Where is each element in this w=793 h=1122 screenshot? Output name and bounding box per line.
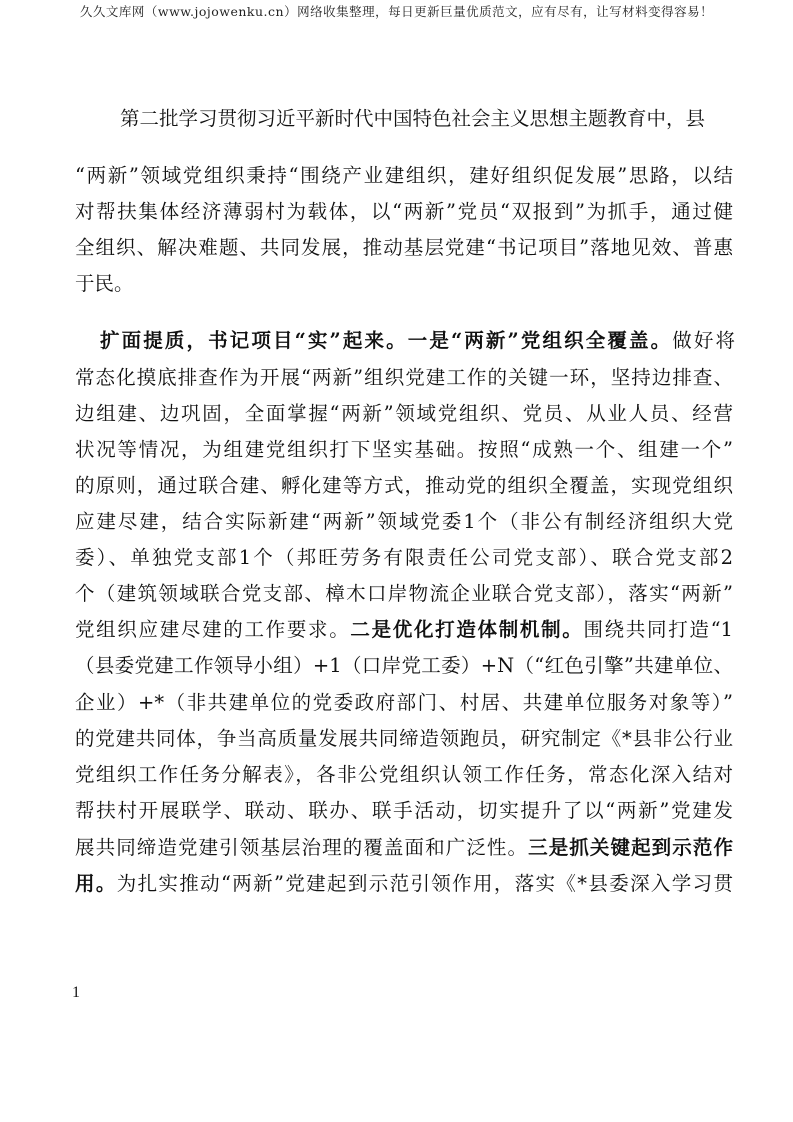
text-line (75, 232, 733, 260)
body-text: 委）、单独党支部1个（邦旺劳务有限责任公司党支部）、联合党支部2 (75, 546, 733, 569)
bold-heading-text: 二是优化打造体制机制。 (350, 618, 584, 641)
text-line (75, 687, 733, 715)
body-text: “两新”领域党组织秉持“围绕产业建组织，建好组织促发展”思路，以结 (75, 164, 733, 187)
body-text: 围绕共同打造“1 (583, 618, 733, 641)
bold-heading-text: 用。 (75, 872, 117, 895)
text-line (75, 723, 733, 751)
text-line (75, 650, 733, 678)
text-line (75, 268, 733, 296)
text-line (75, 542, 733, 570)
text-line (75, 362, 733, 390)
site-header: 久久文库网（www.jojowenku.cn）网络收集整理，每日更新巨量优质范文，应有尽有，让写材料变得容易！ (79, 4, 714, 19)
body-text: 边组建、边巩固，全面掌握“两新”领域党组织、党员、从业人员、经营 (75, 402, 733, 425)
body-text: 第二批学习贯彻习近平新时代中国特色社会主义思想主题教育中，县 (120, 107, 706, 130)
body-text: 对帮扶集体经济薄弱村为载体，以“两新”党员“双报到”为抓手，通过健 (75, 200, 733, 223)
text-line (100, 325, 735, 353)
body-text: 常态化摸底排查作为开展“两新”组织党建工作的关键一环，坚持边排查、 (75, 366, 733, 389)
text-line (75, 578, 733, 606)
body-text: 个（建筑领域联合党支部、樟木口岸物流企业联合党支部），落实“两新” (75, 582, 733, 605)
text-line (75, 398, 733, 426)
body-text: 的原则，通过联合建、孵化建等方式，推动党的组织全覆盖，实现党组织 (75, 474, 733, 497)
text-line (75, 795, 733, 823)
body-text: 做好将 (672, 329, 735, 352)
body-text: 于民。 (75, 272, 134, 295)
body-text: 党组织工作任务分解表》，各非公党组织认领工作任务，常态化深入结对 (75, 763, 733, 786)
body-text: 展共同缔造党建引领基层治理的覆盖面和广泛性。 (75, 836, 529, 859)
body-text: 企业）+*（非共建单位的党委政府部门、村居、共建单位服务对象等）” (75, 691, 733, 714)
body-text: 帮扶村开展联学、联动、联办、联手活动，切实提升了以“两新”党建发 (75, 799, 733, 822)
body-text: 应建尽建，结合实际新建“两新”领域党委1个（非公有制经济组织大党 (75, 510, 733, 533)
page-number: 1 (72, 984, 80, 1001)
body-text: 的党建共同体，争当高质量发展共同缔造领跑员，研究制定《*县非公行业 (75, 727, 733, 750)
text-line (75, 470, 733, 498)
text-line (75, 160, 733, 188)
body-text: 党组织应建尽建的工作要求。 (75, 618, 351, 641)
text-line (75, 196, 733, 224)
text-line (75, 832, 733, 860)
text-line (75, 434, 733, 462)
text-line (75, 759, 733, 787)
text-line (120, 103, 735, 131)
bold-heading-text: 扩面提质，书记项目“实”起来。一是“两新”党组织全覆盖。 (100, 329, 673, 352)
body-text: 状况等情况，为组建党组织打下坚实基础。按照“成熟一个、组建一个” (75, 438, 733, 461)
body-text: 为扎实推动“两新”党建起到示范引领作用，落实《*县委深入学习贯 (116, 872, 733, 895)
bold-heading-text: 三是抓关键起到示范作 (528, 836, 733, 859)
body-text: 全组织、解决难题、共同发展，推动基层党建“书记项目”落地见效、普惠 (75, 236, 733, 259)
body-text: （县委党建工作领导小组）+1（口岸党工委）+N（“红色引擎”共建单位、 (75, 654, 733, 677)
text-line (75, 506, 733, 534)
text-line (75, 868, 733, 896)
text-line (75, 614, 733, 642)
